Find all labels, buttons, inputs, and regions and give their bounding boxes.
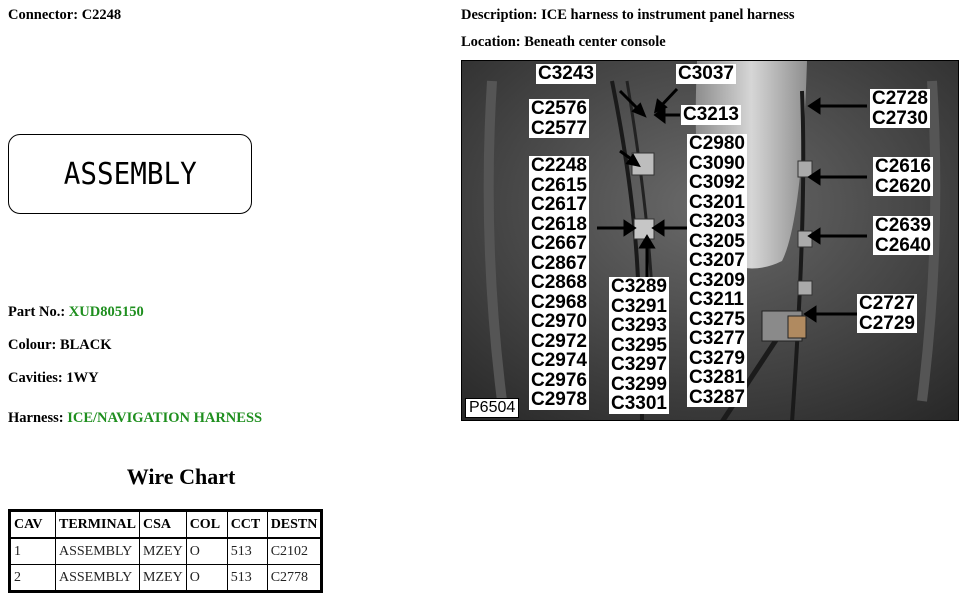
- cavities-label: Cavities:: [8, 370, 63, 386]
- photo-label-center-column: C2980 C3090 C3092 C3201 C3203 C3205 C3207 C3209 C3211 C3275 C3277 C3279 C3281 C3287: [689, 133, 745, 408]
- connector-label: Connector:: [8, 7, 79, 23]
- photo-label-c3037: C3037: [678, 63, 734, 84]
- header-cct: CCT: [227, 511, 267, 539]
- photo-label-right-4: C2727 C2729: [859, 293, 915, 334]
- harness-label: Harness:: [8, 410, 64, 426]
- table-cell: 1: [10, 538, 56, 565]
- table-cell: C2102: [267, 538, 322, 565]
- description-label: Description:: [461, 7, 538, 23]
- connector-value: C2248: [81, 7, 122, 23]
- colour-label: Colour:: [8, 337, 57, 353]
- location-photo: [461, 60, 959, 421]
- header-terminal: TERMINAL: [56, 511, 140, 539]
- colour-field: [8, 337, 112, 354]
- table-row: [10, 538, 322, 565]
- photo-label-bottom-column: C3289 C3291 C3293 C3295 C3297 C3299 C3301: [611, 276, 667, 414]
- cavities-value: 1WY: [66, 370, 99, 386]
- cavities-field: [8, 370, 99, 387]
- photo-label-left-column: C2248 C2615 C2617 C2618 C2667 C2867 C2868 C2968 C2970 C2972 C2974 C2976 C2978: [531, 155, 587, 410]
- table-cell: 2: [10, 565, 56, 592]
- table-cell: ASSEMBLY: [56, 538, 140, 565]
- part-no-label: Part No.:: [8, 304, 66, 320]
- header-destn: DESTN: [267, 511, 322, 539]
- connector-field: [8, 7, 121, 24]
- photo-label-left-pair: C2576 C2577: [531, 98, 587, 139]
- part-no-value: XUD805150: [68, 304, 144, 320]
- table-cell: C2778: [267, 565, 322, 592]
- location-label: Location:: [461, 34, 521, 50]
- location-value: Beneath center console: [524, 34, 666, 50]
- table-cell: O: [186, 565, 227, 592]
- table-cell: ASSEMBLY: [56, 565, 140, 592]
- description-value: ICE harness to instrument panel harness: [541, 7, 795, 23]
- part-no-field: [8, 304, 144, 321]
- photo-label-c3213: C3213: [683, 104, 739, 125]
- header-col: COL: [186, 511, 227, 539]
- description-field: [461, 7, 795, 24]
- colour-value: BLACK: [59, 337, 112, 353]
- photo-label-right-3: C2639 C2640: [875, 215, 931, 256]
- header-csa: CSA: [140, 511, 187, 539]
- harness-value: ICE/NAVIGATION HARNESS: [67, 410, 263, 426]
- photo-label-c3243: C3243: [538, 63, 594, 84]
- photo-label-right-2: C2616 C2620: [875, 156, 931, 197]
- table-cell: 513: [227, 565, 267, 592]
- photo-code: P6504: [465, 398, 519, 418]
- wire-chart-table: [8, 509, 323, 593]
- table-cell: MZEY: [140, 538, 187, 565]
- assembly-graphic: [8, 134, 252, 214]
- table-cell: 513: [227, 538, 267, 565]
- assembly-graphic-text: ASSEMBLY: [63, 156, 197, 192]
- header-cav: CAV: [10, 511, 56, 539]
- photo-label-right-1: C2728 C2730: [872, 88, 928, 129]
- table-header-row: [10, 511, 322, 539]
- location-field: [461, 34, 666, 51]
- table-row: [10, 565, 322, 592]
- table-cell: MZEY: [140, 565, 187, 592]
- table-cell: O: [186, 538, 227, 565]
- wire-chart-title: Wire Chart: [126, 464, 236, 489]
- harness-field: [8, 410, 262, 427]
